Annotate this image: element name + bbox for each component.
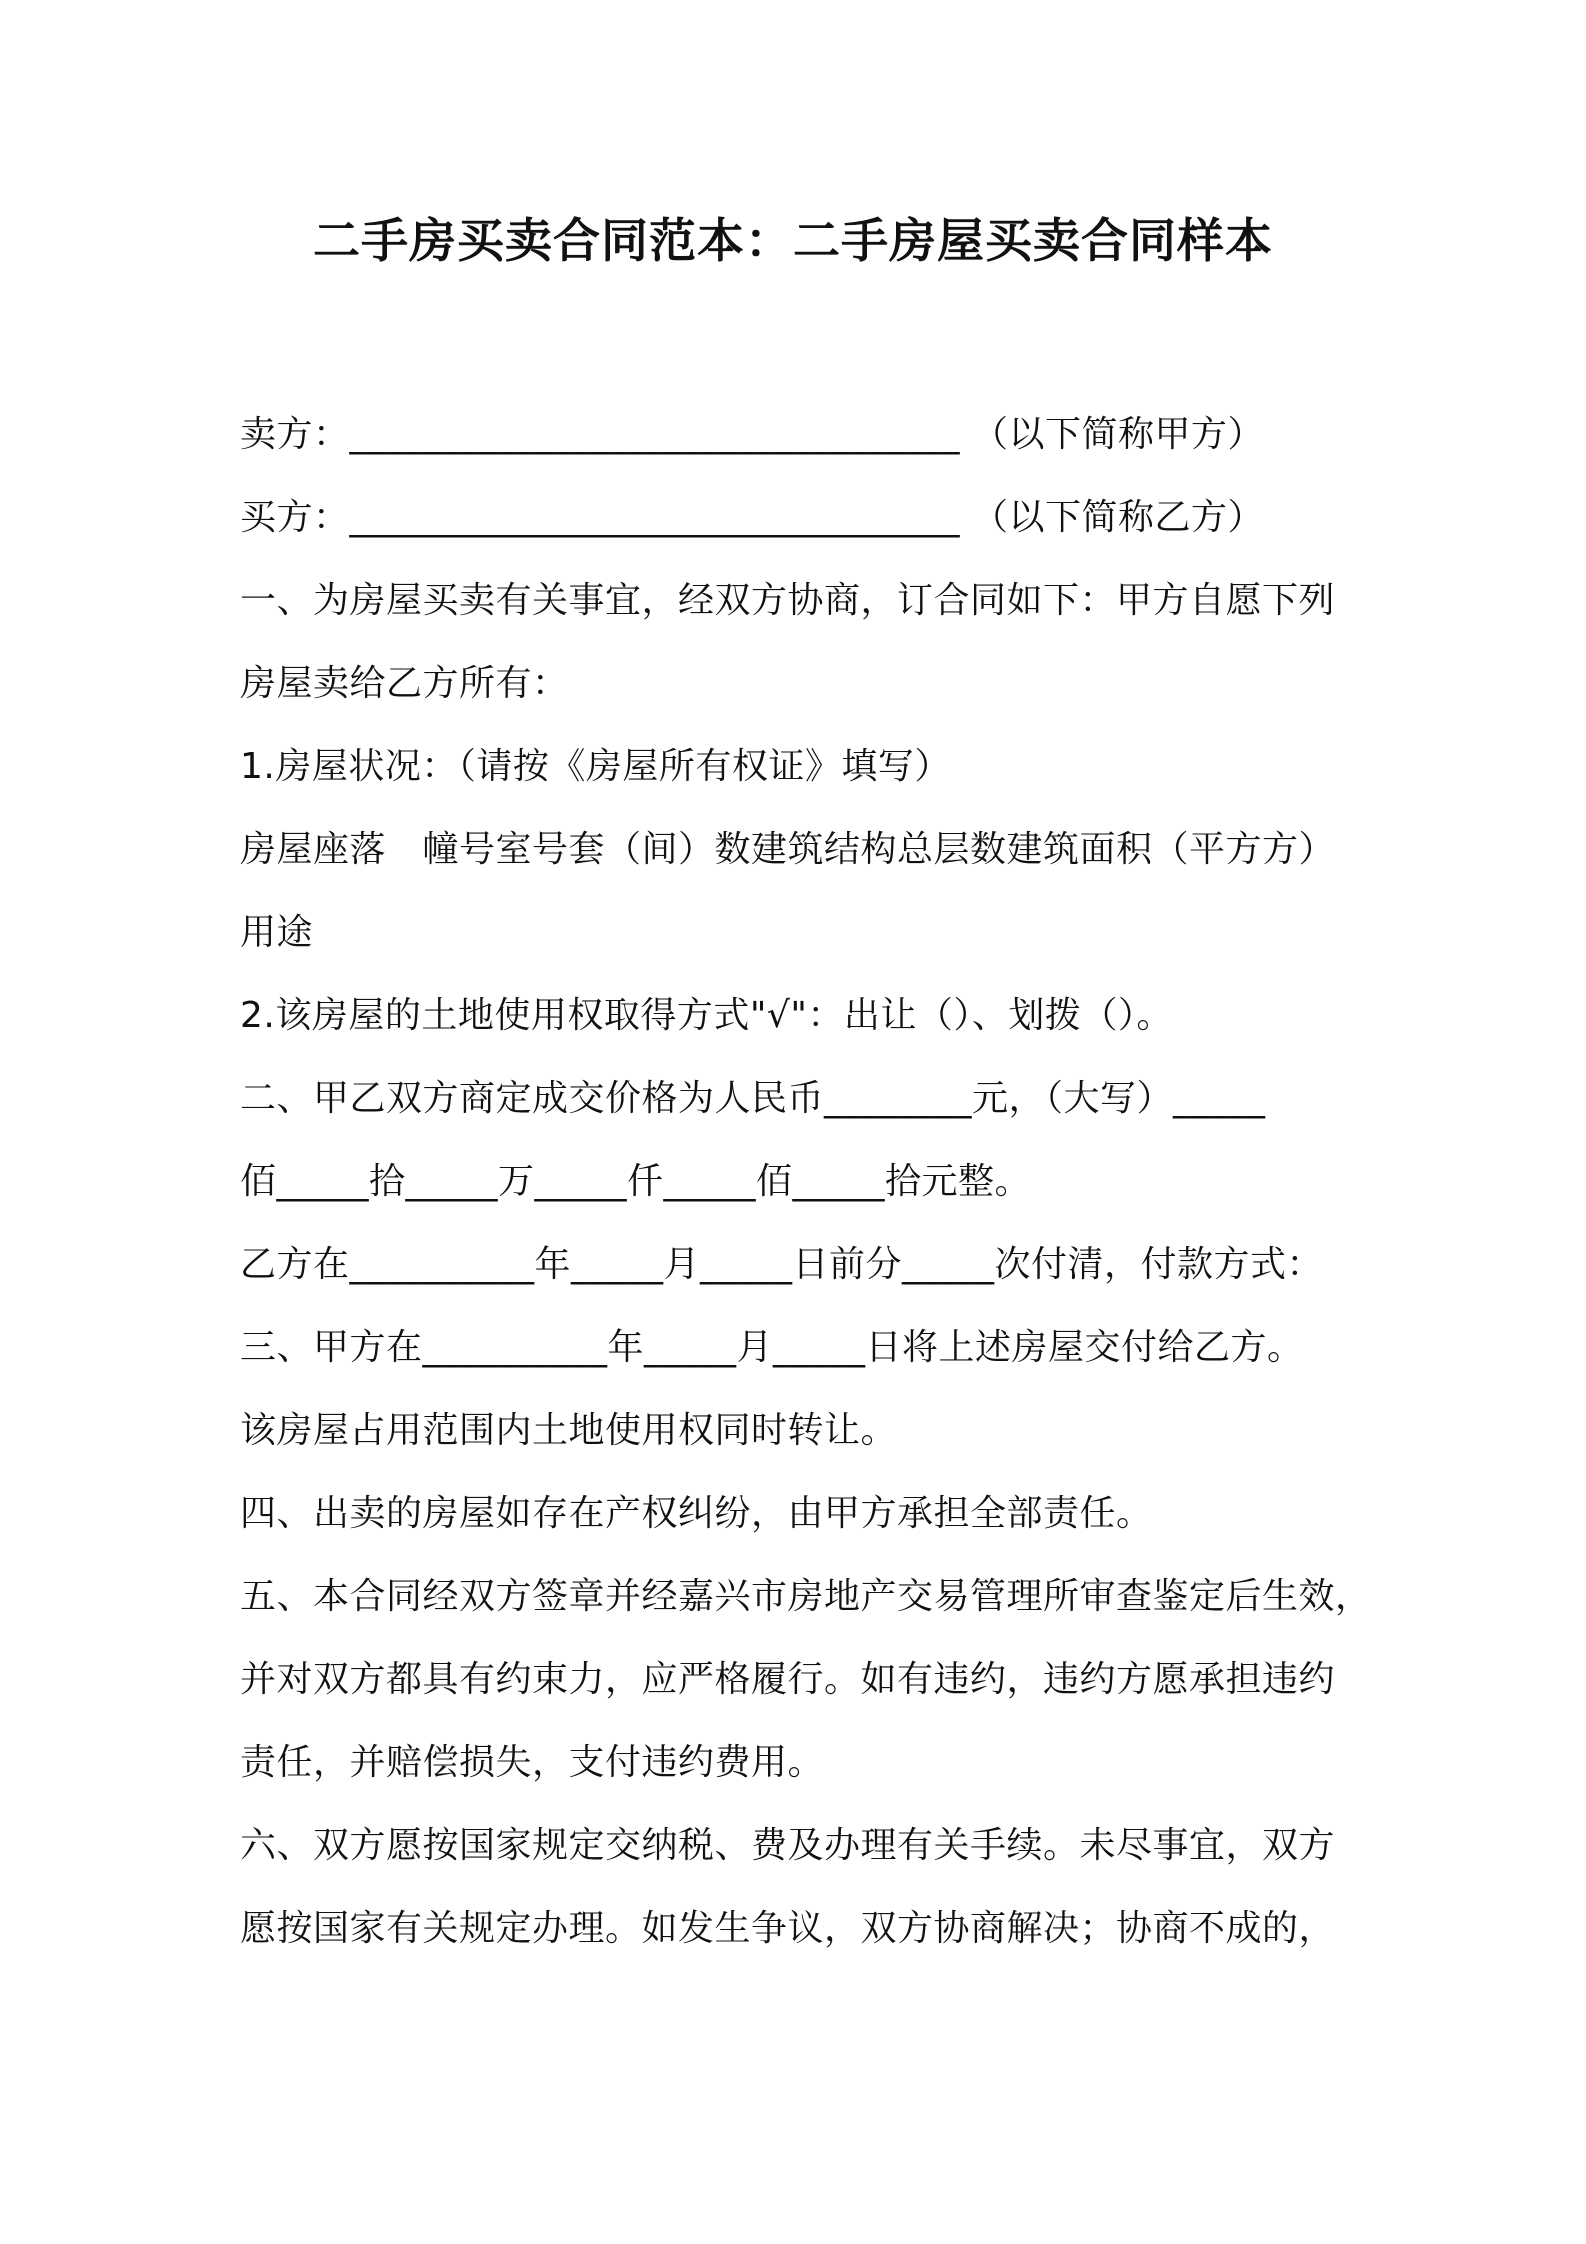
text-line-clause-1-cont: 房屋卖给乙方所有：: [240, 663, 569, 704]
text-line-seller: 卖方：_________________________________ （以下简称甲方）: [240, 414, 1264, 455]
document-title: 二手房买卖合同范本：二手房屋买卖合同样本: [313, 214, 1273, 269]
text-line-clause-1: 一、为房屋买卖有关事宜，经双方协商，订合同如下：甲方自愿下列: [240, 580, 1336, 621]
text-line-house-usage: 用途: [240, 912, 314, 953]
text-line-clause-5: 五、本合同经双方签章并经嘉兴市房地产交易管理所审查鉴定后生效，: [240, 1576, 1372, 1617]
text-line-clause-6: 六、双方愿按国家规定交纳税、费及办理有关手续。未尽事宜，双方: [240, 1825, 1336, 1866]
text-line-land-rights: 2.该房屋的土地使用权取得方式"√"：出让（）、划拨（）。: [240, 995, 1173, 1036]
text-line-house-fields: 房屋座落 幢号室号套（间）数建筑结构总层数建筑面积（平方方）: [240, 829, 1336, 870]
text-line-clause-5-end: 责任，并赔偿损失，支付违约费用。: [240, 1742, 825, 1783]
text-line-clause-2: 二、甲乙双方商定成交价格为人民币________元，（大写）_____: [240, 1078, 1266, 1119]
text-line-clause-4: 四、出卖的房屋如存在产权纠纷，由甲方承担全部责任。: [240, 1493, 1153, 1534]
text-line-clause-6-cont: 愿按国家有关规定办理。如发生争议，双方协商解决；协商不成的，: [240, 1908, 1336, 1949]
text-line-buyer: 买方：_________________________________ （以下简称乙方）: [240, 497, 1264, 538]
text-line-clause-2-amount: 佰_____拾_____万_____仟_____佰_____拾元整。: [240, 1161, 1032, 1202]
text-line-clause-5-cont: 并对双方都具有约束力，应严格履行。如有违约，违约方愿承担违约: [240, 1659, 1336, 1700]
text-line-payment: 乙方在__________年_____月_____日前分_____次付清，付款方式：: [240, 1244, 1324, 1285]
text-line-clause-3-cont: 该房屋占用范围内土地使用权同时转让。: [240, 1410, 898, 1451]
text-line-clause-3: 三、甲方在__________年_____月_____日将上述房屋交付给乙方。: [240, 1327, 1304, 1368]
text-line-house-status: 1.房屋状况：（请按《房屋所有权证》填写）: [240, 746, 951, 787]
